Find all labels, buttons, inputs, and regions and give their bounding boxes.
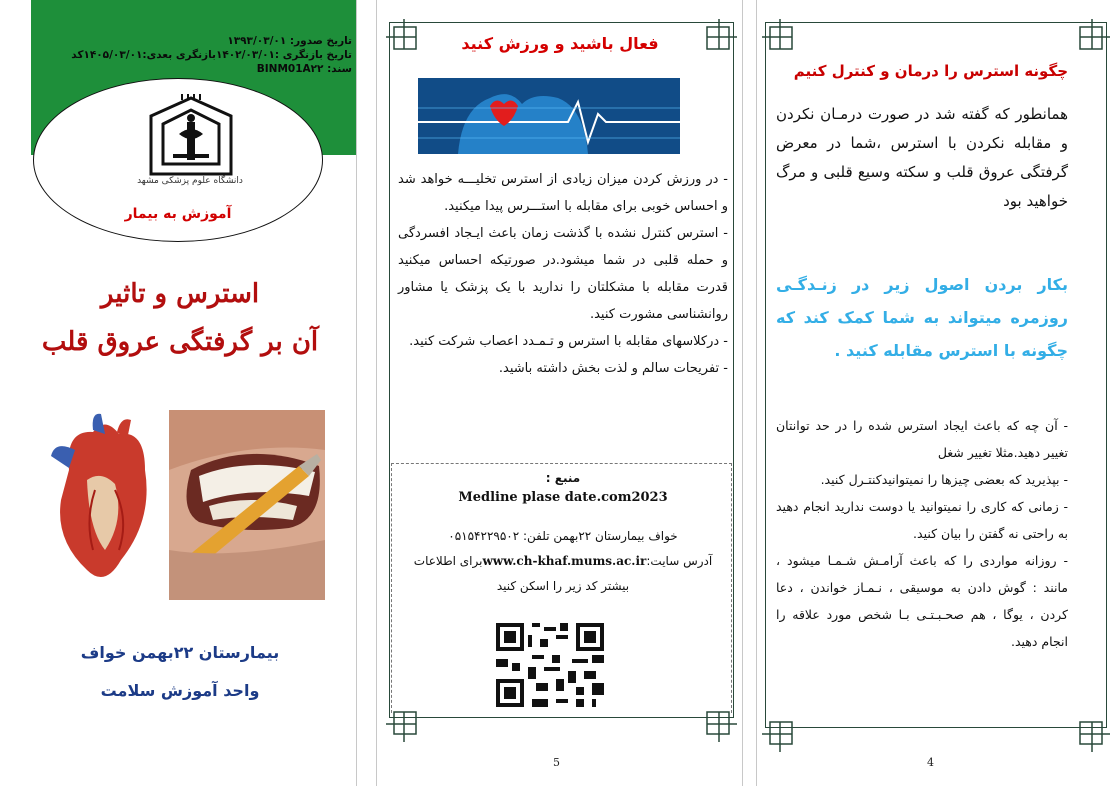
list-item: - آن چه که باعث ایجاد استرس شده را در حد توانتان تغییر دهید.مثلا تغییر شغل [776, 418, 1068, 460]
website-line [398, 549, 728, 574]
list-item: - تفریحات سالم و لذت بخش داشته باشید. [498, 361, 728, 376]
source-reference: Medline plase date.com2023 [458, 490, 668, 505]
website-prefix: آدرس سایت: [646, 554, 713, 568]
coping-tips [776, 412, 1068, 655]
list-item: - درکلاسهای مقابله با استرس و تـمـدد اعصاب شرکت کنید. [409, 334, 728, 349]
intro-paragraph: همانطور که گفته شد در صورت درمـان نکردن و مقابله نکردن با استرس ،شما در معرض گرفتگی عروق قلب و سکته وسیع قلبی و مرگ خواهید بود [776, 105, 1068, 210]
title-line-2: آن بر گرفتگی عروق قلب [41, 327, 319, 357]
document-code: سند: BINM01A۲۲ [256, 63, 352, 75]
title-line-1: استرس و تاثیر [100, 279, 260, 309]
page-divider [376, 0, 377, 786]
stressed-mouth-photo [169, 410, 325, 600]
hospital-name: بیمارستان ۲۲بهمن خواف [80, 643, 280, 662]
page-number: 5 [553, 756, 560, 769]
corner-ornament-icon [762, 704, 810, 752]
patient-education-label: آموزش به بیمار [124, 206, 232, 222]
corner-ornament-icon [689, 694, 737, 742]
page-number: 4 [927, 756, 934, 769]
brochure-title [30, 270, 330, 366]
treatment-heading: چگونه استرس را درمان و کنترل کنیم [793, 62, 1068, 80]
exercise-tips [398, 166, 728, 382]
dashed-separator [391, 463, 392, 713]
contact-block [398, 524, 728, 599]
logo-caption: دانشگاه علوم پزشکی مشهد [137, 176, 243, 186]
list-item: - روزانه مواردی را که باعث آرامـش شـمـا میشود ، مانند : گوش دادن به موسیقی ، نـمـاز خواندن ، دعا کردن ، یوگا ، هم صحـبـتـی بـا شخص مورد علاقه را انجام دهید. [776, 553, 1068, 649]
list-item: - استرس کنترل نشده با گذشت زمان باعث ایـجاد افسردگی و حمله قلبی در شما میشود.در صورتیکه احساس میکنید قدرت مقابله با مشکلتان را ندارید با یک پزشک یا مشاور روانشناسی مشورت کنید. [398, 226, 728, 322]
hospital-phone: خواف بیمارستان ۲۲بهمن تلفن: ۰۵۱۵۴۲۲۹۵۰۲ [448, 529, 678, 543]
university-logo-icon [143, 94, 239, 178]
heartbeat-banner [418, 78, 680, 154]
page-divider [756, 0, 757, 786]
hospital-info [30, 634, 330, 710]
list-item: - در ورزش کردن میزان زیادی از استرس تخلیـــه خواهد شد و احساس خوبی برای مقابله با استـــرس پیدا میکنید. [398, 172, 728, 214]
exercise-heading: فعال باشید و ورزش کنید [461, 34, 659, 53]
corner-ornament-icon [1062, 19, 1110, 67]
website-link[interactable]: www.ch-khaf.mums.ac.ir [482, 554, 647, 568]
cover-panel [0, 0, 356, 786]
issue-date: تاریخ صدور: ۱۳۹۳/۰۳/۰۱ [227, 35, 352, 47]
document-meta [22, 34, 352, 76]
dashed-separator [731, 463, 732, 713]
qr-code-icon[interactable] [496, 623, 604, 707]
source-block [398, 468, 728, 508]
list-item: - زمانی که کاری را نمیتوانید یا دوست ندارید انجام دهید به راحتی نه گفتن را بیان کنید. [776, 499, 1068, 541]
heart-illustration [35, 410, 169, 600]
highlight-paragraph: بکار بردن اصول زیر در زنـدگـی روزمره میتواند به شما کمک کند که چگونه با استرس مقابله کنید . [776, 275, 1068, 360]
scan-instruction: بیشتر کد زیر را اسکن کنید [496, 579, 630, 593]
dashed-separator [391, 463, 732, 464]
page-divider [742, 0, 743, 786]
review-date: تاریخ بازنگری :۱۴۰۲/۰۳/۰۱بازنگری بعدی:۱۴۰۵/۰۳/۰۱کد [71, 49, 352, 61]
health-education-unit: واحد آموزش سلامت [100, 681, 260, 700]
page-divider [356, 0, 357, 786]
website-suffix: برای اطلاعات [413, 554, 483, 568]
list-item: - بپذیرید که بعضی چیزها را نمیتوانیدکنتـرل کنید. [820, 472, 1068, 487]
source-label: منبع : [545, 471, 581, 485]
corner-ornament-icon [1062, 704, 1110, 752]
corner-ornament-icon [386, 694, 434, 742]
corner-ornament-icon [762, 19, 810, 67]
